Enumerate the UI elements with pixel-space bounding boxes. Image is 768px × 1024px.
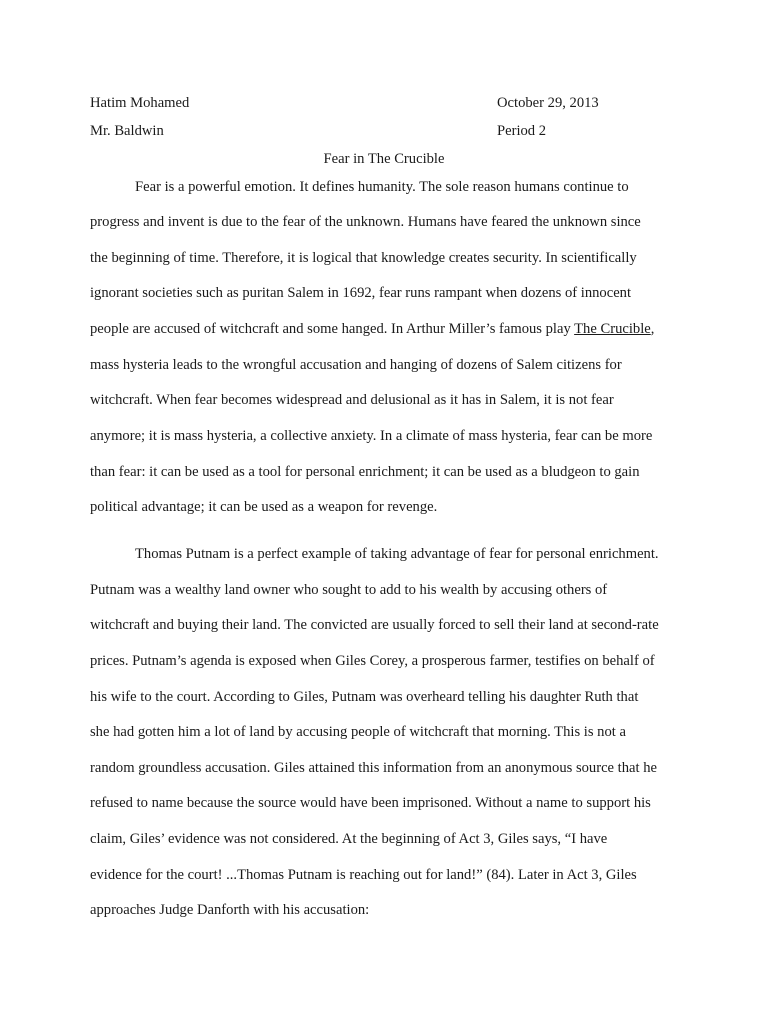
paragraph-2-line: his wife to the court. According to Giles, Putnam was overheard telling his daughter Ruth that: [90, 689, 639, 705]
paragraph-1-line: than fear: it can be used as a tool for personal enrichment; it can be used as a bludgeon to gain: [90, 464, 640, 480]
paragraph-2-line: random groundless accusation. Giles attained this information from an anonymous source that he: [90, 760, 657, 776]
essay-title: Fear in The Crucible: [323, 151, 445, 167]
paragraph-1-line: [90, 320, 654, 338]
paragraph-2-line: evidence for the court! ...Thomas Putnam is reaching out for land!” (84). Later in Act 3, Giles: [90, 867, 637, 883]
paragraph-1-line: the beginning of time. Therefore, it is logical that knowledge creates security. In scientifically: [90, 250, 637, 266]
paragraph-1-line-text: people are accused of witchcraft and some hanged. In Arthur Miller’s famous play: [90, 321, 575, 337]
paragraph-1-line: mass hysteria leads to the wrongful accusation and hanging of dozens of Salem citizens for: [90, 357, 622, 373]
essay-date: October 29, 2013: [497, 95, 599, 111]
paragraph-1-line: Fear is a powerful emotion. It defines humanity. The sole reason humans continue to: [135, 179, 629, 195]
paragraph-1-line: witchcraft. When fear becomes widespread and delusional as it has in Salem, it is not fear: [90, 392, 614, 408]
class-period: Period 2: [497, 123, 547, 139]
paragraph-2-line: prices. Putnam’s agenda is exposed when Giles Corey, a prosperous farmer, testifies on behalf of: [90, 653, 655, 669]
paragraph-1-line: ignorant societies such as puritan Salem in 1692, fear runs rampant when dozens of innocent: [90, 285, 632, 301]
paragraph-2-line: witchcraft and buying their land. The convicted are usually forced to sell their land at second-rate: [90, 617, 659, 633]
paragraph-2-line: refused to name because the source would have been imprisoned. Without a name to support his: [90, 795, 651, 811]
play-title: The Crucible: [574, 321, 651, 337]
paragraph-1-line: political advantage; it can be used as a weapon for revenge.: [90, 499, 438, 515]
paragraph-2-line: claim, Giles’ evidence was not considered. At the beginning of Act 3, Giles says, “I have: [90, 831, 608, 847]
paragraph-2-line: approaches Judge Danforth with his accusation:: [90, 902, 370, 918]
paragraph-2-line: Putnam was a wealthy land owner who sought to add to his wealth by accusing others of: [90, 582, 608, 598]
paragraph-1-line: progress and invent is due to the fear of the unknown. Humans have feared the unknown since: [90, 214, 641, 230]
author-name: Hatim Mohamed: [90, 95, 190, 111]
play-title-comma: ,: [650, 321, 655, 337]
paragraph-1-line: anymore; it is mass hysteria, a collective anxiety. In a climate of mass hysteria, fear can be more: [90, 428, 653, 444]
paragraph-2-line: she had gotten him a lot of land by accusing people of witchcraft that morning. This is not a: [90, 724, 626, 740]
paragraph-2-line: Thomas Putnam is a perfect example of taking advantage of fear for personal enrichment.: [135, 546, 659, 562]
teacher-name: Mr. Baldwin: [90, 123, 164, 139]
